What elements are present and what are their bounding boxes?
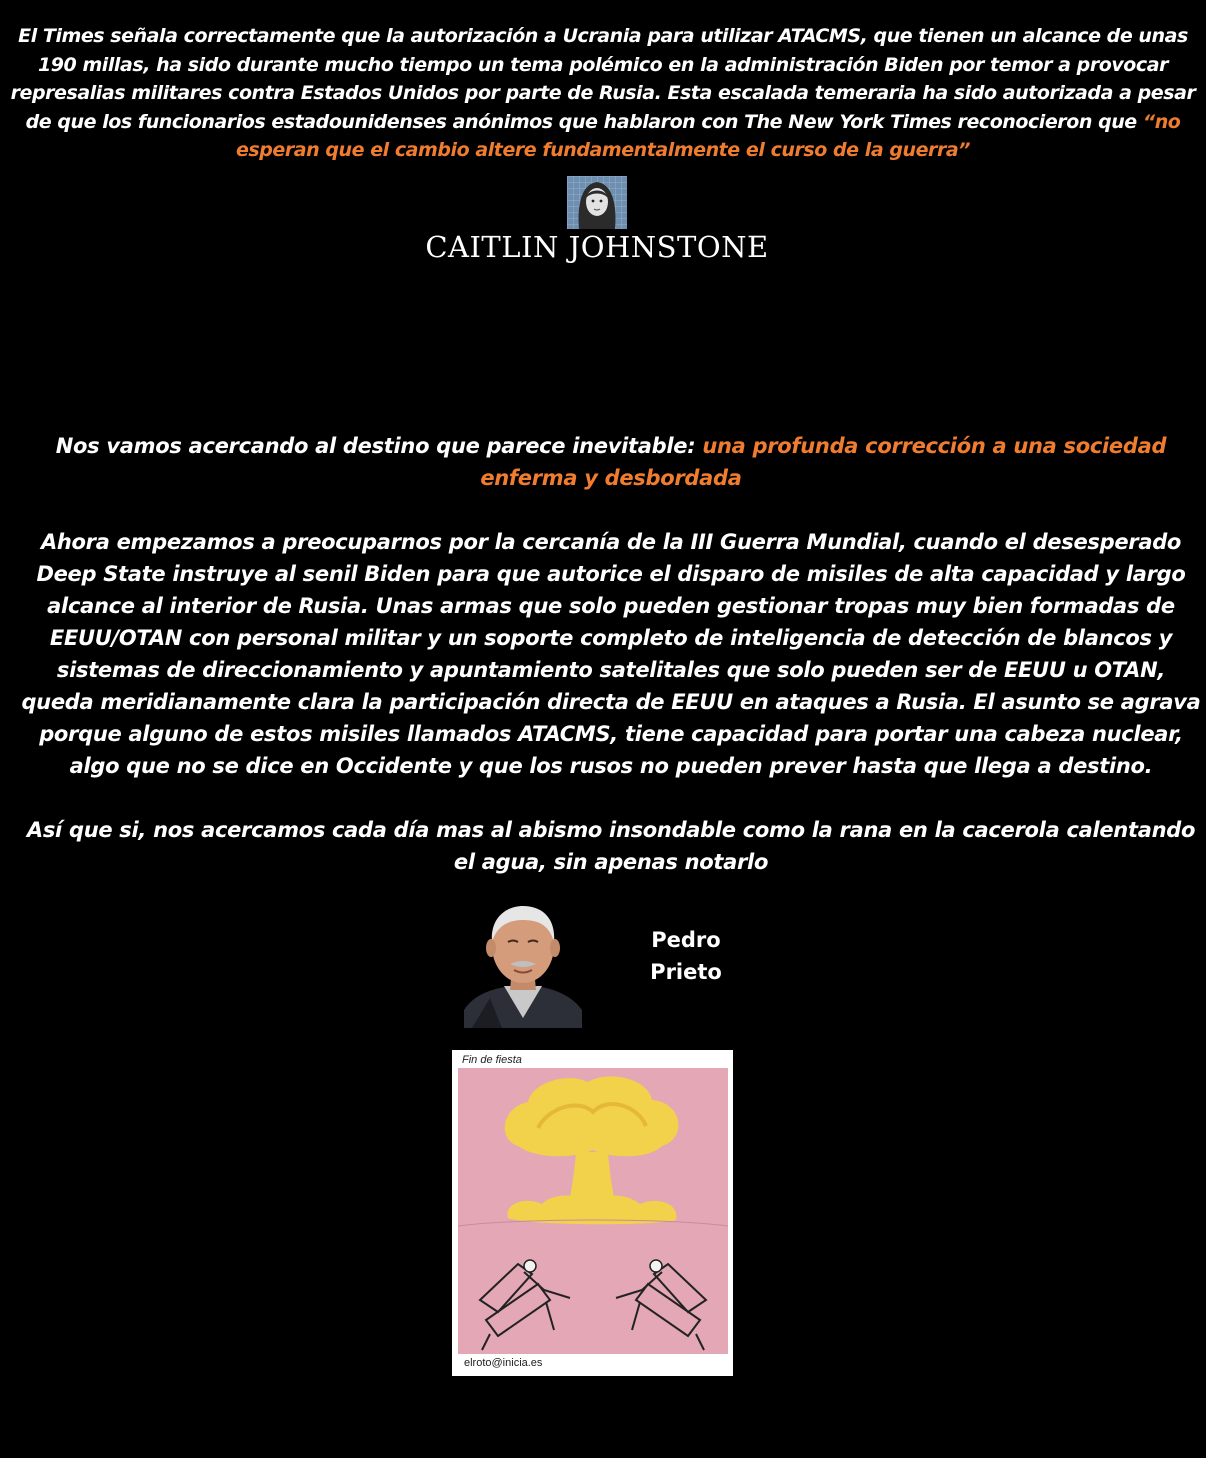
commentary-paragraph-3: Así que si, nos acercamos cada día mas al abismo insondable como la rana en la cacerola calentando el agua, sin apenas notarlo: [26, 818, 1196, 874]
commentary-p1-highlight: una profunda corrección a una sociedad enferma y desbordada: [480, 434, 1167, 490]
commentary-author-name: [626, 924, 746, 988]
cartoon-title: Fin de fiesta: [462, 1054, 522, 1066]
cartoon-credit: elroto@inicia.es: [464, 1357, 543, 1369]
pedro-prieto-photo: [464, 898, 582, 1028]
author-last-name: Prieto: [650, 960, 722, 984]
commentary-paragraph-2: Ahora empezamos a preocuparnos por la cercanía de la III Guerra Mundial, cuando el desesperado Deep State instruye al senil Biden para que autorice el disparo de misiles de alta capacidad y largo alcance al interior de Rusia. Unas armas que solo pueden gestionar tropas muy bien formadas de EEUU/OTAN con personal militar y un soporte completo de inteligencia de detección de blancos y sistemas de direccionamiento y apuntamiento satelitales que solo pueden ser de EEUU u OTAN, queda meridianamente clara la participación directa de EEUU en ataques a Rusia. El asunto se agrava porque alguno de estos misiles llamados ATACMS, tiene capacidad para portar una cabeza nuclear, algo que no se dice en Occidente y que los rusos no pueden prever hasta que llega a destino.: [21, 530, 1201, 778]
quoted-excerpt: [10, 22, 1196, 165]
author-portrait-illustration: [464, 898, 582, 1028]
commentary-p1-text: Nos vamos acercando al destino que parece inevitable:: [55, 434, 703, 458]
author-first-name: Pedro: [651, 928, 721, 952]
quote-highlight: “no esperan que el cambio altere fundamentalmente el curso de la guerra”: [235, 110, 1181, 161]
cartoon-image: [452, 1050, 733, 1376]
avatar-portrait-illustration: [567, 176, 627, 229]
caitlin-johnstone-avatar: [567, 176, 627, 229]
quote-text: El Times señala correctamente que la autorización a Ucrania para utilizar ATACMS, que tienen un alcance de unas 190 millas, ha sido durante mucho tiempo un tema polémico en la administración Biden por temor a provocar represalias militares contra Estados Unidos por parte de Rusia. Esta escalada temeraria ha sido autorizada a pesar de que los funcionarios estadounidenses anónimos que hablaron con The New York Times reconocieron que: [10, 25, 1196, 133]
cartoon-illustration: [458, 1068, 728, 1354]
commentary-paragraph-1: [18, 430, 1204, 494]
source-author-name: CAITLIN JOHNSTONE: [425, 230, 769, 264]
